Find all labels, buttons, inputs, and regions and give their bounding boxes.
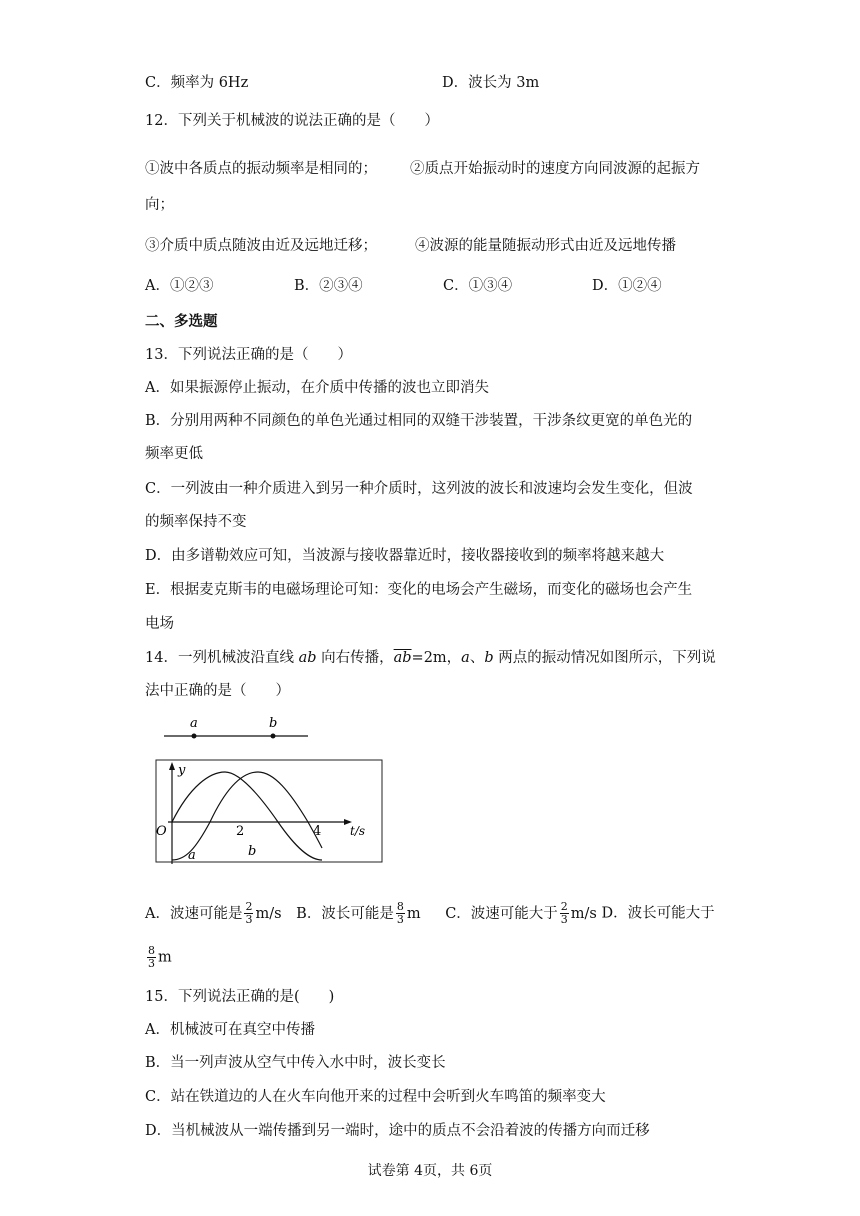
fraction-8-3-d: $\frac{8}{3}$ bbox=[148, 944, 155, 970]
fraction-2-3: $\frac{2}{3}$ bbox=[245, 900, 253, 926]
section-heading: 二、多选题 bbox=[145, 313, 218, 330]
q12-statement-3: ③介质中质点随波由近及远地迁移； bbox=[145, 238, 377, 254]
tick-2: 2 bbox=[236, 824, 245, 839]
q12-stem: 12．下列关于机械波的说法正确的是（ ） bbox=[145, 113, 439, 129]
q12-option-d: D．①②④ bbox=[592, 278, 662, 294]
curve-a-label: a bbox=[188, 848, 196, 863]
point-b bbox=[271, 734, 276, 739]
q15-option-a: A．机械波可在真空中传播 bbox=[145, 1022, 315, 1038]
q14-option-d-cont: $\frac{8}{3}$ m bbox=[148, 944, 172, 970]
q13-option-c-cont: 的频率保持不变 bbox=[145, 514, 247, 530]
page-footer: 试卷第 4页，共 6页 bbox=[367, 1163, 493, 1179]
q13-option-e: E．根据麦克斯韦的电磁场理论可知：变化的电场会产生磁场，而变化的磁场也会产生 bbox=[145, 582, 693, 598]
q12-option-c: C．①③④ bbox=[443, 278, 513, 294]
point-a bbox=[192, 734, 197, 739]
q15-option-d: D．当机械波从一端传播到另一端时，途中的质点不会沿着波的传播方向而迁移 bbox=[145, 1123, 650, 1139]
curve-b-label: b bbox=[248, 844, 257, 859]
q14-option-d: D．波长可能大于 bbox=[601, 905, 715, 922]
q13-option-b-cont: 频率更低 bbox=[145, 446, 203, 462]
q13-option-d: D．由多谱勒效应可知，当波源与接收器靠近时，接收器接收到的频率将越来越大 bbox=[145, 548, 665, 564]
q14-option-a: A．波速可能是 $\frac{2}{3}$ m/s bbox=[145, 900, 282, 926]
fraction-2-3-c: $\frac{2}{3}$ bbox=[560, 900, 568, 926]
q13-option-c: C．一列波由一种介质进入到另一种介质时，这列波的波长和波速均会发生变化，但波 bbox=[145, 481, 693, 497]
q14-figure bbox=[150, 708, 390, 873]
q11-option-d: D．波长为 3m bbox=[442, 75, 540, 91]
q12-option-a: A．①②③ bbox=[145, 278, 214, 294]
q12-option-b: B．②③④ bbox=[294, 278, 363, 294]
q14-option-b: B．波长可能是 $\frac{8}{3}$ m bbox=[296, 900, 421, 926]
q12-statement-2: ②质点开始振动时的速度方向同波源的起振方 bbox=[410, 161, 700, 177]
q12-statement-4: ④波源的能量随振动形式由近及远地传播 bbox=[415, 238, 676, 254]
q12-statement-2-cont: 向； bbox=[145, 197, 174, 213]
fraction-8-3: $\frac{8}{3}$ bbox=[396, 900, 404, 926]
q15-option-c: C．站在铁道边的人在火车向他开来的过程中会听到火车鸣笛的频率变大 bbox=[145, 1089, 606, 1105]
curve-a bbox=[172, 772, 322, 860]
q13-option-a: A．如果振源停止振动，在介质中传播的波也立即消失 bbox=[145, 380, 489, 396]
q11-option-c: C．频率为 6Hz bbox=[145, 75, 249, 91]
q13-option-e-cont: 电场 bbox=[145, 616, 174, 632]
origin-label: O bbox=[156, 824, 167, 839]
y-axis-label: y bbox=[178, 763, 186, 778]
q12-statement-1: ①波中各质点的振动频率是相同的； bbox=[145, 161, 377, 177]
q13-stem: 13．下列说法正确的是（ ） bbox=[145, 347, 352, 363]
label-a: a bbox=[190, 716, 198, 731]
q13-option-b: B．分别用两种不同颜色的单色光通过相同的双缝干涉装置，干涉条纹更宽的单色光的 bbox=[145, 413, 693, 429]
q15-stem: 15．下列说法正确的是( ) bbox=[145, 989, 335, 1005]
q15-option-b: B．当一列声波从空气中传入水中时，波长变长 bbox=[145, 1055, 446, 1071]
q14-options bbox=[145, 901, 715, 926]
label-b: b bbox=[269, 716, 278, 731]
tick-4: 4 bbox=[313, 824, 322, 839]
q14-stem-cont: 法中正确的是（ ） bbox=[145, 683, 290, 699]
q14-option-c: C．波速可能大于 $\frac{2}{3}$ m/s bbox=[445, 900, 597, 926]
x-axis-label: t/s bbox=[350, 824, 366, 838]
q14-stem: 14．一列机械波沿直线 ab 向右传播，$\overline{ab}=2m$，a、b 两点的振动情况如图所示，下列说 bbox=[145, 650, 716, 666]
